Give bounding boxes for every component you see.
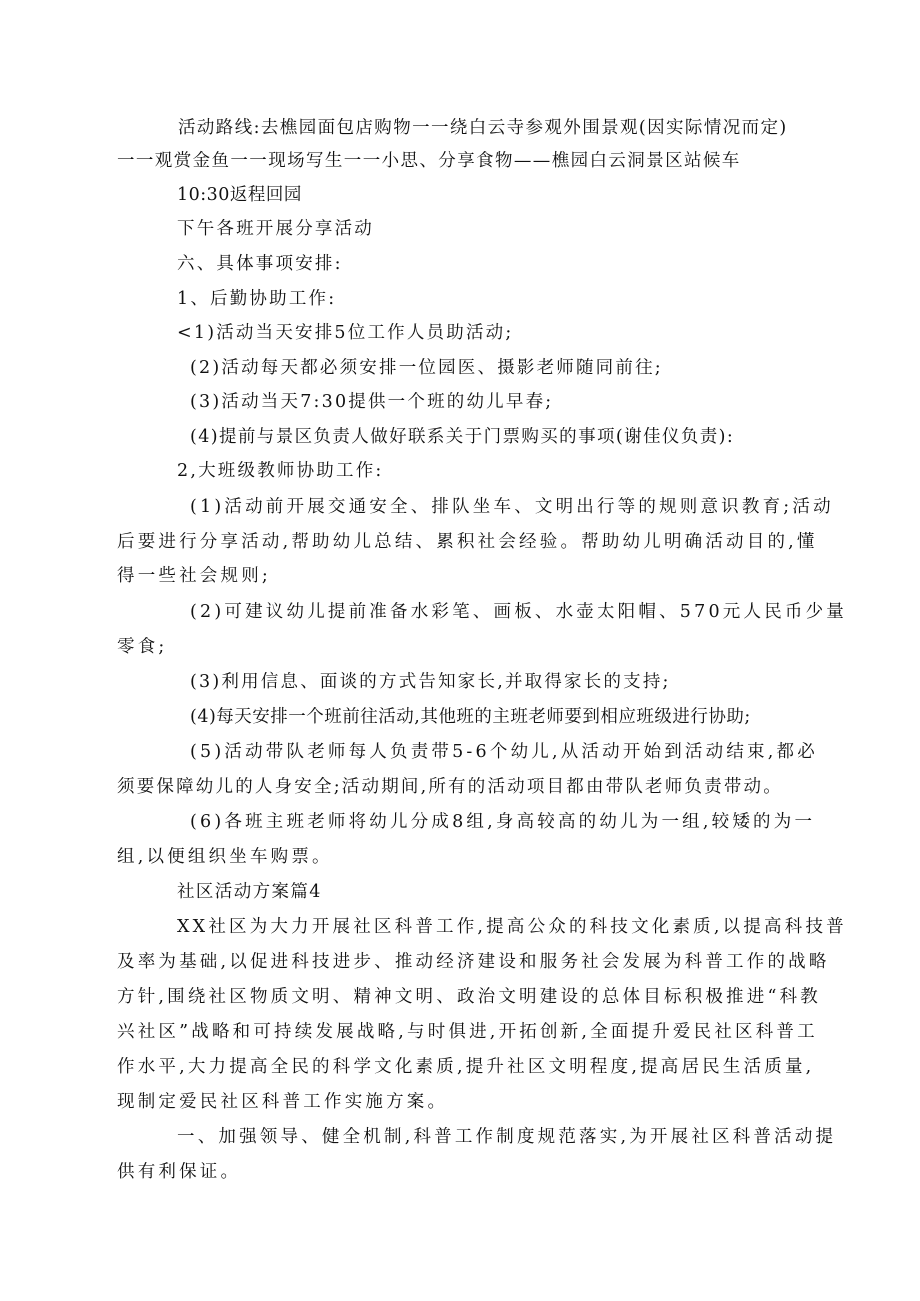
paragraph-line: 须要保障幼儿的人身安全;活动期间,所有的活动项目都由带队老师负责带动。	[117, 777, 783, 797]
paragraph-line: 活动路线:去樵园面包店购物一一绕白云寺参观外围景观(因实际情况而定)	[178, 118, 788, 138]
list-item: (3)活动当天7:30提供一个班的幼儿早春;	[190, 392, 554, 412]
paragraph-line: 10:30返程回园	[177, 185, 302, 205]
paragraph-line: 零食;	[117, 637, 168, 657]
list-item: (1)活动前开展交通安全、排队坐车、文明出行等的规则意识教育;活动	[190, 497, 834, 517]
list-item: (4)每天安排一个班前往活动,其他班的主班老师要到相应班级进行协助;	[190, 707, 751, 727]
list-item: (6)各班主班老师将幼儿分成8组,身高较高的幼儿为一组,较矮的为一	[190, 812, 816, 832]
list-item: (4)提前与景区负责人做好联系关于门票购买的事项(谢佳仪负责):	[190, 427, 735, 447]
list-item: <1)活动当天安排5位工作人员助活动;	[177, 323, 514, 343]
paragraph-line: 组,以便组织坐车购票。	[117, 847, 333, 867]
list-item: (3)利用信息、面谈的方式告知家长,并取得家长的支持;	[190, 672, 671, 692]
paragraph-line: 下午各班开展分享活动	[177, 219, 374, 239]
paragraph-line: 得一些社会规则;	[117, 566, 271, 586]
paragraph-line: XX社区为大力开展社区科普工作,提高公众的科技文化素质,以提高科技普	[177, 917, 847, 937]
paragraph-line: 作水平,大力提高全民的科学文化素质,提升社区文明程度,提高居民生活质量,	[117, 1057, 815, 1077]
paragraph-line: 一一观赏金鱼一一现场写生一一小思、分享食物——樵园白云洞景区站候车	[117, 151, 741, 171]
paragraph-line: 现制定爱民社区科普工作实施方案。	[117, 1092, 449, 1112]
paragraph-line: 兴社区”战略和可持续发展战略,与时俱进,开拓创新,全面提升爱民社区科普工	[117, 1022, 818, 1042]
article-title: 社区活动方案篇4	[177, 882, 322, 902]
paragraph-line: 方针,围绕社区物质文明、精神文明、政治文明建设的总体目标积极推进“科教	[117, 987, 822, 1007]
subsection-heading: 1、后勤协助工作:	[177, 289, 337, 309]
section-heading: 六、具体事项安排:	[177, 254, 343, 274]
list-item: (2)可建议幼儿提前准备水彩笔、画板、水壶太阳帽、570元人民币少量	[190, 602, 847, 622]
subsection-heading: 2,大班级教师协助工作:	[177, 461, 384, 481]
list-item: (2)活动每天都必须安排一位园医、摄影老师随同前往;	[190, 358, 663, 378]
paragraph-line: 一、加强领导、健全机制,科普工作制度规范落实,为开展社区科普活动提	[177, 1127, 837, 1147]
paragraph-line: 后要进行分享活动,帮助幼儿总结、累积社会经验。帮助幼儿明确活动目的,懂	[117, 532, 818, 552]
list-item: (5)活动带队老师每人负责带5-6个幼儿,从活动开始到活动结束,都必	[190, 742, 818, 762]
paragraph-line: 供有利保证。	[117, 1162, 242, 1182]
paragraph-line: 及率为基础,以促进科技进步、推动经济建设和服务社会发展为科普工作的战略	[117, 952, 830, 972]
